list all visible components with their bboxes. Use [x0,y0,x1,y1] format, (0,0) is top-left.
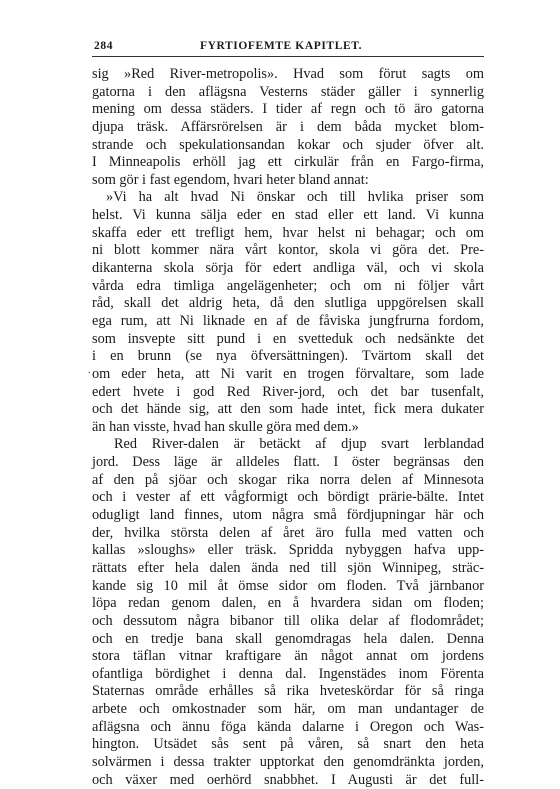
text-line: solvärmen i dessa trakter upptorkat den genomdränkta jorden, [92,753,484,770]
text-line: af den på sjöar och skogar rika norra delen af Minnesota [92,471,484,488]
stray-mark: . [88,364,91,376]
text-line: mening om dessa städers. I tider af regn och tö äro gatorna [92,101,484,118]
text-line: gatorna i den aflägsna Vesterns städer gäller i synnerlig [92,83,484,100]
running-title: FYRTIOFEMTE KAPITLET. [200,40,363,52]
text-line: som insvepte sitt pund i en svetteduk och nedsänkte det [92,330,484,347]
text-line-content: om eder heta, att Ni varit en trogen förvaltare, som lade [92,365,484,382]
text-line: ni blott kommer nära vårt kontor, skola vi göra det. Pre- [92,242,484,259]
header-rule [92,56,484,57]
text-line: och växer med oerhörd snabbhet. I Augusti är det full- [92,771,484,788]
text-line: rättats efter hela dalen ända ned till sjön Winnipeg, sträc- [92,559,484,576]
text-line: jord. Dess läge är alldeles flatt. I öster begränsas den [92,454,484,471]
text-line [88,364,484,384]
text-line: skaffa eder ett trefligt hem, hvar helst ni behagar; och om [92,224,484,241]
text-line: stora täflan vitnar kraftigare än något annat om jordens [92,648,484,665]
text-line: som gör i fast egendom, hvari heter bland annat: [92,171,369,188]
text-line: der, hvilka största delen af året äro fulla med vatten och [92,524,484,541]
text-line: och i vester af ett vågformigt och bördigt prärie-bälte. Intet [92,489,484,506]
text-line: odugligt land finnes, utom några små fördjupningar här och [92,507,484,524]
text-line: kande sig 10 mil åt ömse sidor om floden. Två järnbanor [92,577,484,594]
text-line: edert hvete i god Red River-jord, och det bar tusenfalt, [92,383,484,400]
page-number: 284 [94,40,114,52]
book-page [88,40,484,788]
text-line: »Vi ha alt hvad Ni önskar och till hvlika priser som [106,189,484,206]
text-line: ega rum, att Ni liknade en af de fåviska jungfrurna fordom, [92,312,484,329]
text-line: och det hände sig, att den som hade intet, fick mera dukater [92,401,484,418]
text-line: dikanterna skola sörja för edert andliga väl, och vi skola [92,260,484,277]
page-body [88,66,484,789]
text-line: än han visste, hvad han skulle göra med dem.» [92,418,359,435]
text-line: Staternas område erhålles så rika hveteskördar för så ringa [92,683,484,700]
text-line: djupa träsk. Affärsrörelsen är i dem båda mycket blom- [92,118,484,135]
text-line: Red River-dalen är betäckt af djup svart lerblandad [114,436,484,453]
text-line: arbete och omkostnader som här, om man undantager de [92,701,484,718]
text-line: löpa redan genom dalen, en å hvardera sidan om floden; [92,595,484,612]
text-line: hington. Utsädet sås sent på våren, så snart den heta [92,736,484,753]
text-line: strande och spekulationsandan kokar och sjuder öfver alt. [92,136,484,153]
text-line: och dessutom några bibanor till olika delar af flodområdet; [92,612,484,629]
text-line: I Minneapolis erhöll jag ett cirkulär från en Fargo-firma, [92,154,484,171]
page-header [92,40,484,56]
text-line: aflägsna och ännu föga kända dalarne i Oregon och Was- [92,718,484,735]
text-line: helst. Vi kunna sälja eder en stad eller ett land. Vi kunna [92,207,484,224]
text-line: vårda edra timliga angelägenheter; och om ni följer vårt [92,277,484,294]
text-line: råd, skall det aldrig heta, då den slutliga uppgörelsen skall [92,295,484,312]
text-line: i en brunn (se nya öfversättningen). Tvärtom skall det [92,348,484,365]
text-line: ofantliga bördighet i denna dal. Ingenstädes inom Förenta [92,665,484,682]
text-line: och en tredje bana skall genomdragas hela dalen. Denna [92,630,484,647]
text-line: sig »Red River-metropolis». Hvad som förut sagts om [92,66,484,82]
text-line: kallas »sloughs» eller träsk. Spridda nybyggen hafva upp- [92,542,484,559]
